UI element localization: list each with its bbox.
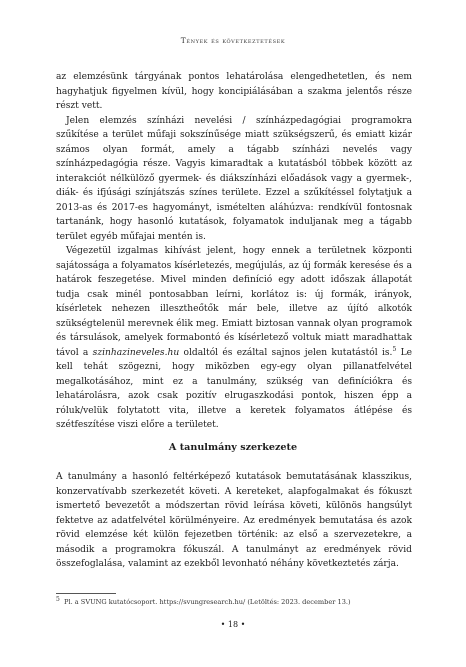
section-text-block [56, 470, 412, 572]
paragraph-challenge-text-b: oldaltól és ezáltal sajnos jelen kutatástól is. [179, 347, 393, 358]
paragraph-intro-continuation: az elemzésünk tárgyának pontos lehatárolása elengedhetetlen, és nem hagyhatjuk figyelmen kívül, hogy koncipiálásában a szakma jelentős része részt vett. [56, 72, 412, 111]
footnote-number: 5 [56, 595, 60, 603]
paragraph-challenge-text-a: Végezetül izgalmas kihívást jelent, hogy ennek a területnek központi sajátossága a folyamatos kísérletezés, megújulás, az új formák keresése és a határok feszegetése. Mivel minden definíció egy adott időszak állapotát tudja csak minél pontosabban leírni, korlátoz is: új formák, irányok, kísérletek nehezen illesztheőtők már bele, illetve az újító alkotók szükségtelenül merevnek élik meg. Emiatt biztosan vannak olyan programok és társulások, amelyek formabontó és kísérletező voltuk miatt maradhattak távol a [56, 246, 412, 358]
section-heading: A tanulmány szerkezete [168, 442, 298, 453]
footnote-separator [56, 593, 116, 594]
main-text-block [56, 70, 412, 433]
website-reference: szinhazineveles.hu [92, 347, 180, 358]
running-head: Tények és következtetések [180, 36, 286, 45]
paragraph-challenge [56, 244, 412, 433]
paragraph-scope: Jelen elemzés színházi nevelési / színházpedagógiai programokra szűkítése a terület műfaji sokszínűsége miatt szükségszerű, és emiatt kizár számos olyan formát, amely a tágabb színházi nevelés vagy színházpedagógia része. Vagyis kimaradtak a kutatásból többek között az interakciót nélkülöző gyermek- és diákszínházi előadások vagy a gyermek-, diák- és ifjúsági színjátszás színes területe. Ezzel a szűkítéssel folytatjuk a 2013-as és 2017-es hagyományt, ismételten aláhúzva: rendkívül fontosnak tartanánk, hogy hasonló kutatások, folyamatok induljanak meg a tágabb terület egyéb műfajai mentén is. [56, 115, 412, 242]
footnote-text: Pl. a SVUNG kutatócsoport. https://svungresearch.hu/ (Letöltés: 2023. december 13.) [64, 598, 351, 606]
paragraph-structure: A tanulmány a hasonló feltérképező kutatások bemutatásának klasszikus, konzervatívabb szerkezetét követi. A kereteket, alapfogalmakat és fókuszt ismertető bevezetőt a módszertan rövid leírása követi, különös hangsúlyt fektetve az adatfelvétel körülményeire. Az eredmények bemutatása és azok rövid elemzése két külön fejezetben történik: az első a szervezetekre, a második a programokra fókuszál. A tanulmányt az eredmények rövid összefoglalása, valamint az ezekből levonható néhány következtetés zárja. [56, 472, 412, 569]
paragraph-challenge-text-c: Le kell tehát szögezni, hogy miközben egy-egy olyan pillanatfelvétel megalkotásához, mint ez a tanulmány, szükség van definíciókra és lehatárolásra, azok csak pozitív elrugaszkodási pontok, hiszen épp a róluk/velük folytatott vita, illetve a keretek folyamatos átlépése és szétfeszítése viszi előre a területet. [56, 347, 412, 430]
footnote-marker: 5 [392, 345, 397, 353]
page-number: • 18 • [220, 620, 246, 629]
footnote [56, 595, 412, 607]
